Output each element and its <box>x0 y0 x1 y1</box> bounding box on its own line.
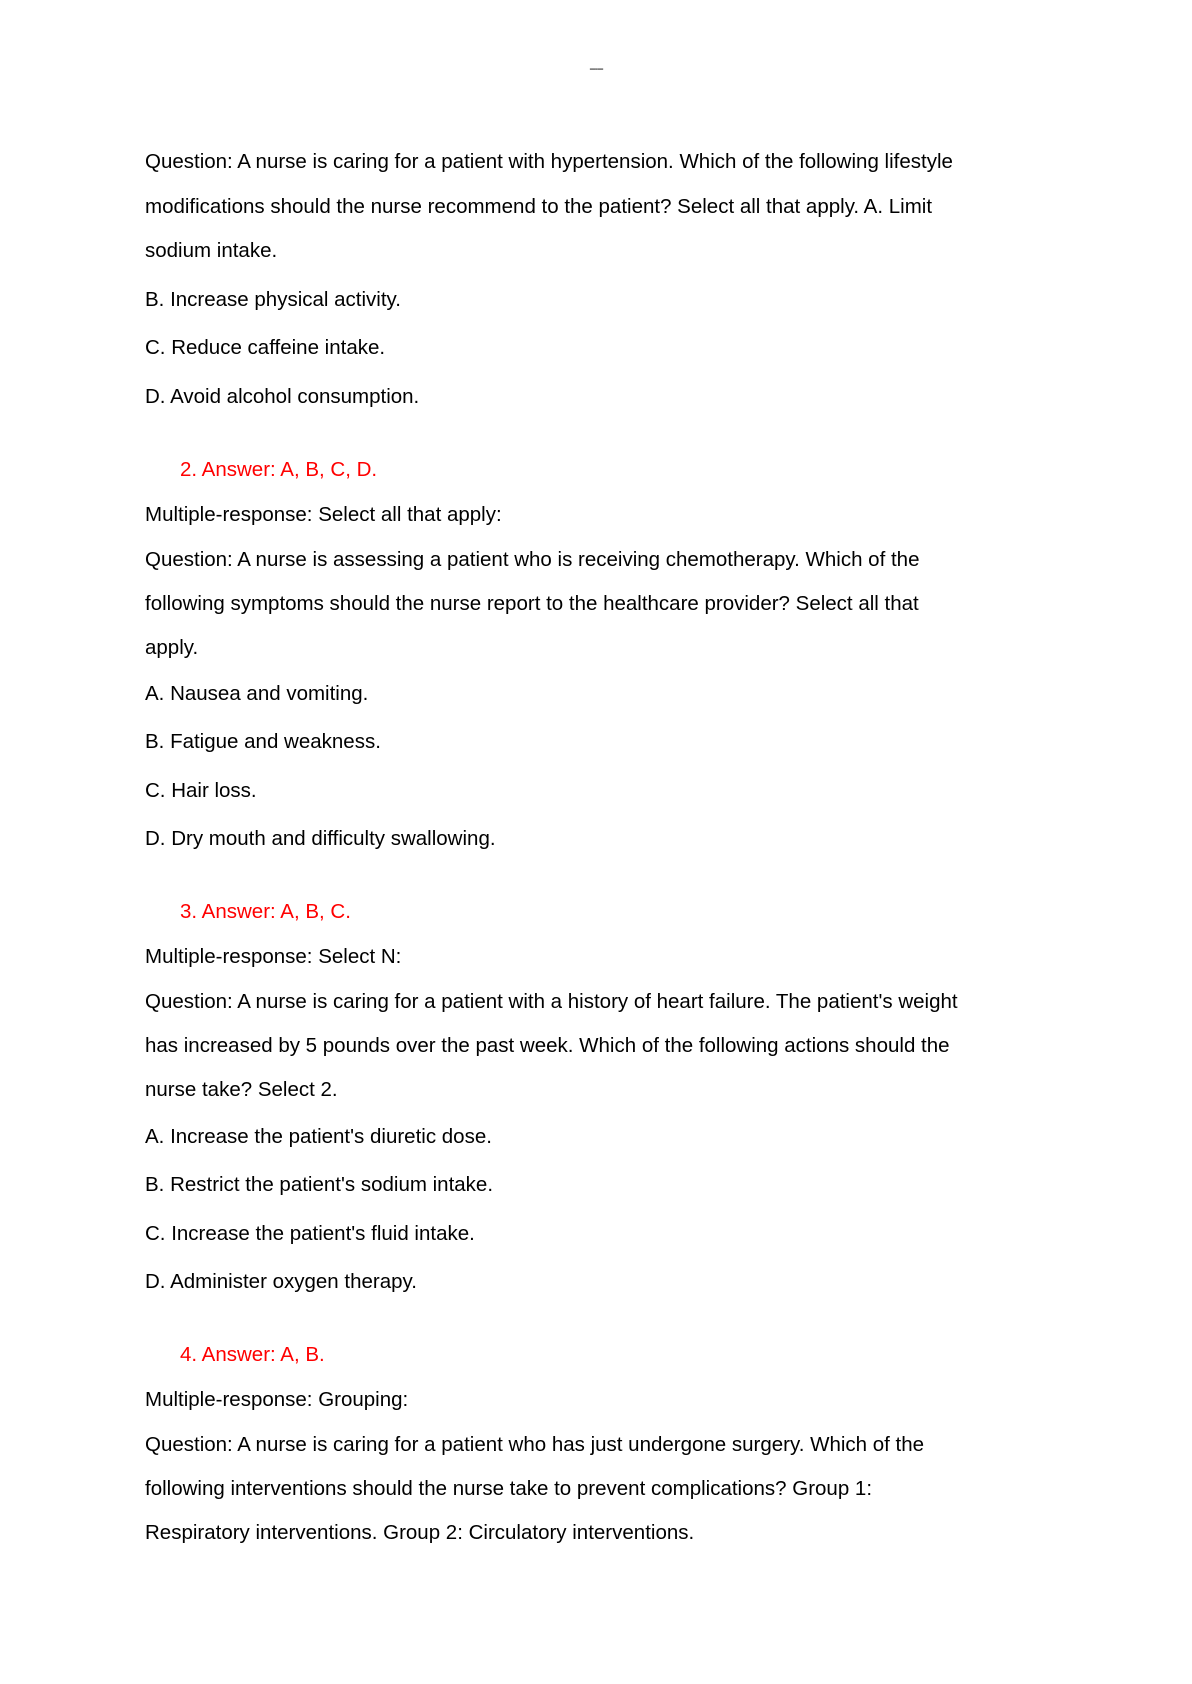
q2-question-line-2: following symptoms should the nurse report to the healthcare provider? Select all that <box>145 592 919 615</box>
q2-option-d: D. Dry mouth and difficulty swallowing. <box>145 827 496 850</box>
header-mark: ----- <box>589 63 603 75</box>
q1-option-c: C. Reduce caffeine intake. <box>145 336 386 359</box>
q1-option-d: D. Avoid alcohol consumption. <box>145 385 420 408</box>
q4-question-line-2: following interventions should the nurse take to prevent complications? Group 1: <box>145 1477 873 1500</box>
q2-answer: 2. Answer: A, B, C, D. <box>180 458 378 481</box>
q2-option-c: C. Hair loss. <box>145 779 257 802</box>
q3-question-line-2: has increased by 5 pounds over the past week. Which of the following actions should the <box>145 1034 950 1057</box>
q1-question-line-1: Question: A nurse is caring for a patient with hypertension. Which of the following lifestyle <box>145 150 953 173</box>
q3-option-c: C. Increase the patient's fluid intake. <box>145 1222 475 1245</box>
q3-answer: 3. Answer: A, B, C. <box>180 900 351 923</box>
q1-option-b: B. Increase physical activity. <box>145 288 401 311</box>
q2-question-line-3: apply. <box>145 636 199 659</box>
q1-question-line-3: sodium intake. <box>145 239 278 262</box>
q3-option-b: B. Restrict the patient's sodium intake. <box>145 1173 494 1196</box>
q3-option-a: A. Increase the patient's diuretic dose. <box>145 1125 492 1148</box>
q3-type: Multiple-response: Select N: <box>145 945 402 968</box>
q4-question-line-3: Respiratory interventions. Group 2: Circulatory interventions. <box>145 1521 695 1544</box>
q4-answer: 4. Answer: A, B. <box>180 1343 325 1366</box>
q2-type: Multiple-response: Select all that apply: <box>145 503 502 526</box>
q3-question-line-1: Question: A nurse is caring for a patient with a history of heart failure. The patient's weight <box>145 990 958 1013</box>
q4-question-line-1: Question: A nurse is caring for a patient who has just undergone surgery. Which of the <box>145 1433 925 1456</box>
q2-option-b: B. Fatigue and weakness. <box>145 730 381 753</box>
q2-question-line-1: Question: A nurse is assessing a patient who is receiving chemotherapy. Which of the <box>145 548 920 571</box>
q3-question-line-3: nurse take? Select 2. <box>145 1078 338 1101</box>
q4-type: Multiple-response: Grouping: <box>145 1388 409 1411</box>
q3-option-d: D. Administer oxygen therapy. <box>145 1270 417 1293</box>
q2-option-a: A. Nausea and vomiting. <box>145 682 369 705</box>
q1-question-line-2: modifications should the nurse recommend to the patient? Select all that apply. A. Limit <box>145 195 933 218</box>
